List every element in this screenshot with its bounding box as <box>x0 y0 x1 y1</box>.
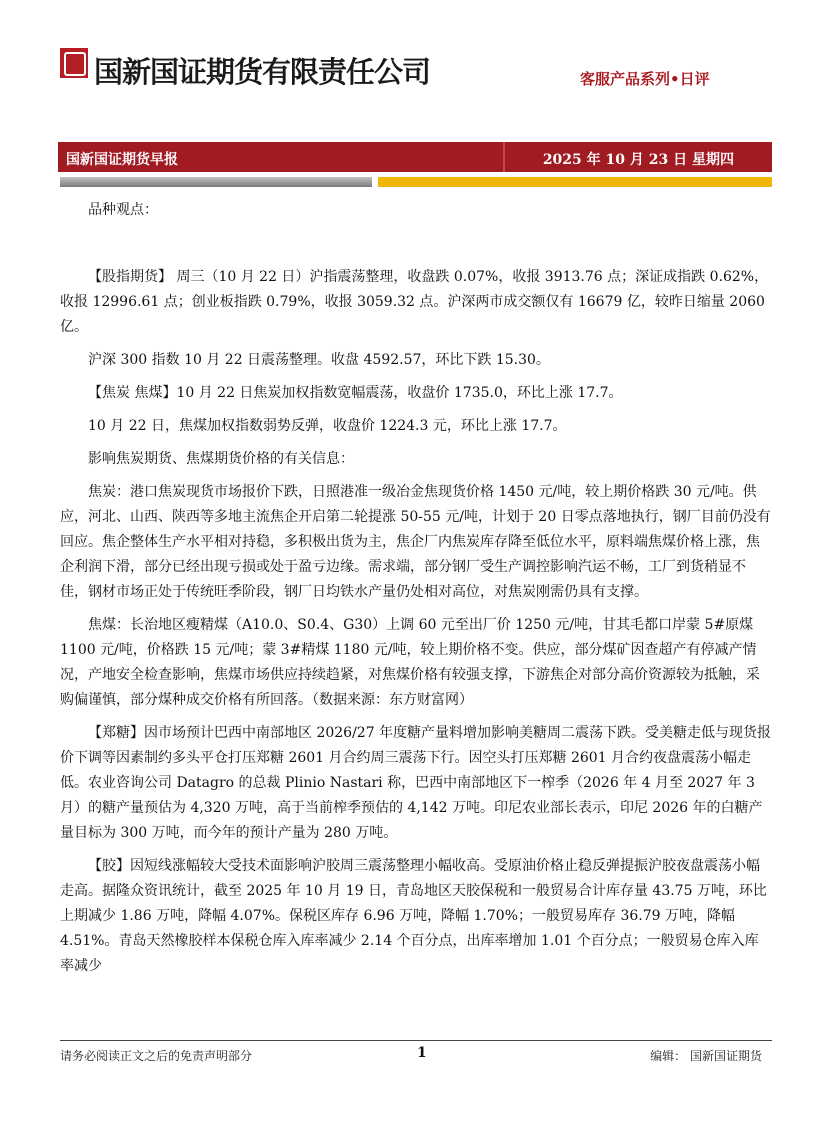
page-number: 1 <box>417 1045 427 1061</box>
paragraph-stock-index: 【股指期货】 周三（10 月 22 日）沪指震荡整理，收盘跌 0.07%，收报 3913.76 点；深证成指跌 0.62%，收报 12996.61 点；创业板指跌 0.79%，收报 3059.32 点。沪深两市成交额仅有 16679 亿，较昨日缩量 2060 亿。 <box>60 269 769 335</box>
paragraph-coke-index: 【焦炭 焦煤】10 月 22 日焦炭加权指数宽幅震荡，收盘价 1735.0，环比上涨 17.7。 <box>88 385 623 401</box>
paragraph-coking-coal: 焦煤：长治地区瘦精煤（A10.0、S0.4、G30）上调 60 元至出厂价 1250 元/吨，甘其毛都口岸蒙 5#原煤 1100 元/吨，价格跌 15 元/吨；蒙 3#精煤 1180 元/吨，较上期价格不变。供应，部分煤矿因查超产有停减产情况，产地安全检查影响，焦煤市场供应持续趋紧，对焦煤价格有较强支撑，下游焦企对部分高价资源较为抵触，采购偏谨慎，部分煤种成交价格有所回落。（数据来源：东方财富网） <box>60 617 760 708</box>
report-date: 2025 年 10 月 23 日 星期四 <box>542 152 734 168</box>
paragraph-coking-coal-index: 10 月 22 日，焦煤加权指数弱势反弹，收盘价 1224.3 元，环比上涨 17.7。 <box>88 418 567 434</box>
paragraph-rubber: 【胶】因短线涨幅较大受技术面影响沪胶周三震荡整理小幅收高。受原油价格止稳反弹提振沪胶夜盘震荡小幅走高。据隆众资讯统计，截至 2025 年 10 月 19 日，青岛地区天胶保税和一般贸易合计库存量 43.75 万吨，环比上期减少 1.86 万吨，降幅 4.07%。保税区库存 6.96 万吨，降幅 1.70%；一般贸易库存 36.79 万吨，降幅 4.51%。青岛天然橡胶样本保税仓库入库率减少 2.14 个百分点，出库率增加 1.01 个百分点；一般贸易仓库入库率减少 <box>60 858 767 974</box>
report-title: 国新国证期货早报 <box>66 152 178 168</box>
footer-disclaimer: 请务必阅读正文之后的免责声明部分 <box>60 1049 253 1063</box>
title-bar <box>58 142 772 172</box>
yellow-accent-bar <box>378 177 772 187</box>
paragraph-coke: 焦炭：港口焦炭现货市场报价下跌，日照港准一级冶金焦现货价格 1450 元/吨，较上期价格跌 30 元/吨。供应，河北、山西、陕西等多地主流焦企开启第二轮提涨 50-55 元/吨，计划于 20 日零点落地执行，钢厂目前仍没有回应。焦企整体生产水平相对持稳，多积极出货为主，焦企厂内焦炭库存降至低位水平，原料端焦煤价格上涨，焦企利润下滑，部分已经出现亏损或处于盈亏边缘。需求端，部分钢厂受生产调控影响汽运不畅，工厂到货稍显不佳，钢材市场正处于传统旺季阶段，钢厂日均铁水产量仍处相对高位，对焦炭刚需仍具有支撑。 <box>60 484 771 600</box>
report-body <box>60 198 772 987</box>
company-logo <box>60 48 88 78</box>
footer-editor: 编辑： 国新国证期货 <box>650 1049 762 1063</box>
title-bar-divider <box>503 142 505 172</box>
product-series: 客服产品系列•日评 <box>580 70 710 88</box>
page-footer <box>60 1040 772 1063</box>
section-heading: 品种观点： <box>88 202 158 218</box>
company-name: 国新国证期货有限责任公司 <box>94 55 431 89</box>
paragraph-sugar: 【郑糖】因市场预计巴西中南部地区 2026/27 年度糖产量料增加影响美糖周二震荡下跌。受美糖走低与现货报价下调等因素制约多头平仓打压郑糖 2601 月合约周三震荡下行。因空头打压郑糖 2601 月合约夜盘震荡小幅走低。农业咨询公司 Datagro 的总裁 Plinio Nastari 称，巴西中南部地区下一榨季（2026 年 4 月至 2027 年 3 月）的糖产量预估为 4,320 万吨，高于当前榨季预估的 4,142 万吨。印尼农业部长表示，印尼 2026 年的白糖产量目标为 300 万吨，而今年的预计产量为 280 万吨。 <box>60 725 772 841</box>
paragraph-info-heading: 影响焦炭期货、焦煤期货价格的有关信息： <box>88 451 354 467</box>
gray-accent-bar <box>60 177 372 187</box>
paragraph-hs300: 沪深 300 指数 10 月 22 日震荡整理。收盘 4592.57，环比下跌 15.30。 <box>88 352 550 368</box>
